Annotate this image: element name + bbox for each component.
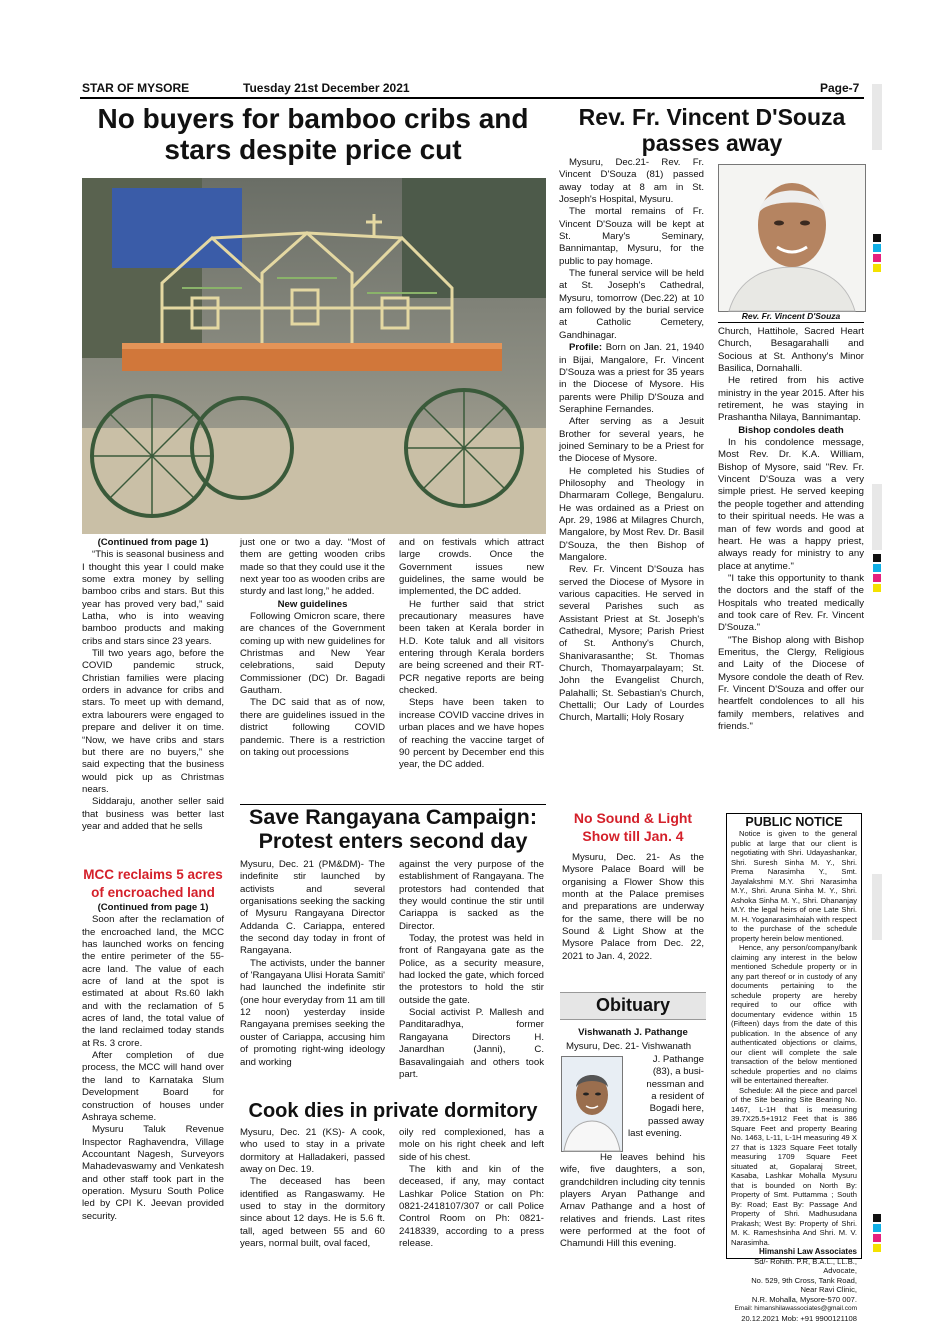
vincent-para: He completed his Studies of Philosophy and Theology in Dharmaram College, Bengaluru. He was ordained as a Priest on Apr. 29, 1986 at Milagres Church, Mangalore, by Most Rev. Dr. Basil D'Souza, the then Bishop of Mangalore. (559, 465, 704, 563)
cook-para: oily red complexioned, has a mole on his right cheek and left side of his chest. (399, 1127, 544, 1163)
sound-light-para: Mysuru, Dec. 21- As the Mysore Palace Board will be organising a Flower Show this month at the Palace premises and preparations are underway for the same, there will be no Sound & Light Show at the Mysore Palace from Dec. 22, 2021 to Jan. 4, 2022. (562, 852, 704, 962)
notice-addr-line: N.R. Mohalla, Mysore-570 007. (751, 1294, 857, 1304)
profile-label: Profile: (569, 342, 603, 354)
cook-para: The deceased has been identified as Rangaswamy. He used to stay in the dormitory since about 12 days. He is 5.6 ft. tall, aged between 55 and 60 years, normal built, oval faced, (240, 1176, 385, 1250)
notice-para: Schedule: All the piece and parcel of the Site bearing Site Bearing No. 1467, L-1H that is measuring 39.7X25.5+1912 Feet that is 386 Square Feet and property Bearing No. 1463, L-11, L-1H measuring 49 X 27 that is 1323 Square Feet totally measuring 1709 Square Feet situated at, Gopalaraj Street, Kasaba, Lashkar Mohalla Mysuru that is bounded on North By: Property of Smt. Puttamma ; South By: Road; East By: Passage And Property of Shri. Madhusudana Prakash; West By: Property of Shri. M. K. Rameshsinha And Shri. M. V. Narasimha. (731, 1085, 857, 1247)
grey-bar (872, 484, 882, 550)
grey-bar (872, 84, 882, 150)
obituary-title: Obituary (560, 992, 706, 1020)
yellow-mark (873, 264, 881, 272)
bamboo-para: “This is seasonal business and I thought this year I could make some extra money by selling bamboo cribs and stars. But this year has proved very bad,” said Latha, who is into weaving bamboo products and making cribs and stars since 23 years. (82, 549, 224, 647)
cyan-mark (873, 244, 881, 252)
bamboo-para: Till two years ago, before the COVID pandemic struck, Christian families were placing orders in advance for cribs and stars. To meet up with demand, extra labourers were engaged to prepare and deliver it on time. “Now, we have cribs and stars but there are no buyers,” she said expecting that the business would pick up as Christmas nears. (82, 648, 224, 795)
sound-light-headline: No Sound & Light Show till Jan. 4 (573, 810, 693, 845)
bamboo-col-1 (82, 537, 224, 833)
vincent-col-1 (559, 157, 704, 725)
vincent-para: Mysuru, Dec.21- Rev. Fr. Vincent D'Souza (81) passed away today at 8 am in St. Joseph's Hospital, Mysuru. (559, 157, 704, 206)
bamboo-headline: No buyers for bamboo cribs and stars despite price cut (97, 103, 529, 165)
rangayana-headline: Save Rangayana Campaign: Protest enters second day (249, 805, 537, 853)
obituary-wrap (628, 1054, 704, 1140)
mcc-continued: (Continued from page 1) (97, 902, 209, 913)
cook-para: Mysuru, Dec. 21 (KS)- A cook, who used to stay in a private dormitory at Halladakeri, passed away on Dec. 19. (240, 1127, 385, 1176)
notice-addr-line: Near Ravi Clinic, (800, 1285, 857, 1294)
grey-bar (872, 874, 882, 940)
bamboo-para: The DC said that as of now, there are guidelines issued in the district following COVID pandemic. There is a restriction on taking out processions (240, 697, 385, 758)
vincent-para: In his condolence message, Most Rev. Dr. K.A. William, Bishop of Mysore, said "Rev. Fr. Vincent D'Souza was a very simple priest. He served keeping the people together and attending to their spiritual needs. He was a man of few words and good at heart. He was a happy priest, always ready for ministry to any place at anytime." (718, 437, 864, 572)
vincent-para: The mortal remains of Fr. Vincent D'Souza will be kept at St. Mary's Seminary, Bannimantap, Mysuru, for the public to pay homage. (559, 206, 704, 267)
header-rule (80, 97, 864, 99)
obituary-wrap-line: last evening. (628, 1128, 682, 1140)
sound-light-body (562, 852, 704, 963)
notice-title: PUBLIC NOTICE (745, 815, 843, 829)
mcc-para: Soon after the reclamation of the encroached land, the MCC has launched works on fencing the entire perimeter of the 55-acre land. The value of each acre of land at the spot is estimated at about Rs.60 lakh and with the reclamation of 5 acres of land, the total value of the land reclaimed today stands at Rs. 3 crore. (82, 914, 224, 1049)
notice-addr-line: 20.12.2021 Mob: +91 9900121108 (741, 1313, 857, 1323)
obituary-para: He leaves behind his wife, five daughters, a son, grandchildren including city tennis players Aryan Pathange and Arnav Pathange and a host of relatives and friends. Last rites were performed at the foot of Chamundi Hill this evening. (560, 1152, 705, 1250)
black-mark (873, 1214, 881, 1222)
notice-firm: Himanshi Law Associates (759, 1247, 857, 1256)
vincent-para: "I take this opportunity to thank the doctors and the staff of the Hospitals who treated medically and took care of Rev. Fr. Vincent D'Souza." (718, 572, 864, 634)
obituary-wrap-line: a resident of (651, 1091, 704, 1103)
obituary-name: Vishwanath J. Pathange (578, 1027, 688, 1038)
notice-addr-line: Email: himanshilawassociates@gmail.com (734, 1305, 857, 1312)
vincent-subhead: Bishop condoles death (738, 424, 844, 436)
magenta-mark (873, 574, 881, 582)
vincent-col-2 (718, 326, 864, 733)
mcc-body (82, 902, 224, 1223)
issue-date: Tuesday 21st December 2021 (243, 81, 410, 95)
obituary-portrait (561, 1056, 623, 1152)
page-number: Page-7 (820, 81, 860, 95)
bamboo-col-2 (240, 537, 385, 759)
obituary-wrap-line: Mysuru, Dec. 21- Vishwanath (566, 1041, 692, 1052)
vincent-para: Rev. Fr. Vincent D'Souza has served the Diocese of Mysore in various capacities. He served in several Parishes such as Assistant Priest at St. Joseph's Cathedral, Mysore; Parish Priest of St. Anthony's Church, Shanivarasanthe; St. Thomas Church, Thomayarpalayam; St. John the Evangelist Church, Palahalli; St. Sebastian's Church, Chettalli; Our Lady of Lourdes Church, Martalli; Holy Rosary (559, 564, 704, 724)
notice-addr-line: No. 529, 9th Cross, Tank Road, (751, 1275, 857, 1285)
rangayana-para: Mysuru, Dec. 21 (PM&DM)- The indefinite stir launched by activists and several organisations seeking the sacking of Mysuru Rangayana Director Addanda C. Cariappa, entered the second day today in front of Rangayana. (240, 859, 385, 957)
notice-addr-line: Sd/- Rohith. P.R, B.A.L., LL.B., (754, 1256, 857, 1266)
magenta-mark (873, 254, 881, 262)
public-notice (726, 813, 862, 1323)
bamboo-para: just one or two a day. “Most of them are getting wooden cribs made so that they could use it the next year too as wooden cribs are sturdy and last long,” he added. (240, 537, 385, 598)
vincent-para: Church, Hattihole, Sacred Heart Church, Besagarahalli and Socious at St. Anthony's Minor Basilica, Dornahalli. (718, 326, 864, 375)
yellow-mark (873, 584, 881, 592)
obituary-wrap-line: (83), a busi- (652, 1066, 704, 1078)
rangayana-col-2 (399, 859, 544, 1081)
rangayana-para: The activists, under the banner of 'Rangayana Ulisi Horata Samiti' had launched the indefinite stir (one hour everyday from 11 am till 12 noon) yesterday inside Rangayana premises seeking the ouster of Cariappa, accusing him of promoting right-wing ideology and working (240, 957, 385, 1068)
cook-col-2 (399, 1127, 544, 1250)
bamboo-para: Steps have been taken to increase COVID vaccine drives in urban places and we have hopes of reaching the vaccine target of 90 percent by December end this year, the DC added. (399, 697, 544, 771)
bamboo-subhead: New guidelines (277, 598, 348, 610)
cook-para: The kith and kin of the deceased, if any, may contact Lashkar Police Station on Ph: 0821-2418107/307 or call Police Control Room on Ph: 0821-2418339, according to a press release. (399, 1164, 544, 1250)
bamboo-para: Following Omicron scare, there are chances of the Government coming up with new guidelines for Christmas and New Year celebrations, said Deputy Commissioner (DC) Dr. Bagadi Gautham. (240, 611, 385, 697)
profile-text: Born on Jan. 21, 1940 in Bijai, Mangalore, Fr. Vincent D'Souza was a priest for 35 years in the Diocese of Mysore. His parents were Philip D'Souza and Seraphine Fernandes. (559, 342, 704, 415)
portrait-caption: Rev. Fr. Vincent D'Souza (718, 311, 864, 323)
obituary-wrap-line: Bogadi here, (649, 1103, 704, 1115)
bamboo-continued: (Continued from page 1) (97, 537, 209, 548)
bamboo-para: Siddaraju, another seller said that business was better last year and added that he sells (82, 796, 224, 832)
bamboo-col-3 (399, 537, 544, 772)
obituary-wrap-line: J. Pathange (652, 1054, 704, 1065)
black-mark (873, 554, 881, 562)
cyan-mark (873, 564, 881, 572)
cook-headline: Cook dies in private dormitory (248, 1100, 538, 1122)
rangayana-para: Today, the protest was held in front of Rangayana gate as the Police, as a security measure, had locked the gate, which forced the protestors to hold the stir outside the gate. (399, 933, 544, 1006)
vincent-para: He retired from his active ministry in the year 2015. After his retirement, he was staying in Prashantha Nilaya, Bannimantap. (718, 375, 864, 424)
paper-name: STAR OF MYSORE (82, 81, 190, 95)
vincent-para: "The Bishop along with Bishop Emeritus, the Clergy, Religious and Laity of the Diocese of Mysore condole the death of Rev. Fr. Vincent D'Souza and offer our heartfelt condolences to all his family members, relatives and friends." (718, 634, 864, 732)
bamboo-para: He further said that strict precautionary measures have been taken at Kerala border in H.D. Kote taluk and all visitors entering through Kerala borders are being screened and their RT-PCR negative reports are being checked. (399, 598, 544, 697)
bamboo-crib-photo (82, 178, 546, 534)
yellow-mark (873, 1244, 881, 1252)
bamboo-para: and on festivals which attract large crowds. Once the Government issues new guidelines, the same would be implemented, the DC added. (399, 537, 544, 598)
vincent-portrait (718, 164, 866, 312)
vincent-para: After serving as a Jesuit Brother for several years, he joined Seminary to be a Priest for the Diocese of Mysore. (559, 416, 704, 465)
vincent-headline: Rev. Fr. Vincent D'Souza passes away (578, 104, 846, 157)
mcc-para: Mysuru Taluk Revenue Inspector Raghavendra, Village Accountant Nagesh, Surveyors Mahadevaswamy and Venkatesh and other staff took part in the operation. Mysuru South Police led by CPI K. Jeevan provided security. (82, 1124, 224, 1222)
black-mark (873, 234, 881, 242)
cyan-mark (873, 1224, 881, 1232)
obituary-wrap-line: nessman and (646, 1078, 704, 1090)
rangayana-para: against the very purpose of the establishment of Rangayana. The protestors had contended that they would continue the stir until Cariappa is sacked as the Director. (399, 859, 544, 932)
mcc-headline: MCC reclaims 5 acres of encroached land (83, 867, 223, 900)
rangayana-para: Social activist P. Mallesh and Panditaradhya, former Rangayana Directors H. Janardhan (Janni), C. Basavalingaiah and others took part. (399, 1007, 544, 1080)
magenta-mark (873, 1234, 881, 1242)
notice-para: Hence, any person/company/bank claiming any interest in the below mentioned Schedule property or in any part thereof or in custody of any documents pertaining to the schedule property are hereby required to our office with documentary evidence within 15 (Fifteen) days from the date of this publication. In the absence of any authenticated objections or claims, our client will complete the sale transaction of the below mentioned schedule properties and no claims will be entertained thereafter. (731, 943, 857, 1085)
rangayana-col-1 (240, 859, 385, 1069)
vincent-para: The funeral service will be held at St. Joseph's Cathedral, Mysuru, tomorrow (Dec.22) at 10 am followed by the burial service at Catholic Cemetery, Gandhinagar. (559, 268, 704, 341)
cook-col-1 (240, 1127, 385, 1250)
mcc-para: After completion of due process, the MCC will hand over the land to Karnataka Slum Development Board for construction of houses under Ashraya scheme. (82, 1050, 224, 1123)
obituary-wrap-line: passed away (648, 1115, 704, 1127)
registration-strip (872, 84, 882, 1334)
notice-para: Notice is given to the general public at large that our client is negotiating with Shri. Udayashankar, Shri. Suresh Sinha M. Y., Shri. Prema Narasimha Y., Smt. Jayalakshmi M.Y. Shri Narasimha M.Y., Shri. Aruna Sinha M. Y., Shri. Ashoka Sinha M. Y., Shri. Dhananjay M.Y. the legal heirs of one Late Shri. M. H. Yoganarasimhaiah with respect to the purchase of the schedule property herein below mentioned. (731, 829, 857, 943)
obituary-rest (560, 1152, 705, 1251)
notice-addr-line: Advocate, (823, 1266, 857, 1275)
vincent-para (559, 342, 704, 416)
